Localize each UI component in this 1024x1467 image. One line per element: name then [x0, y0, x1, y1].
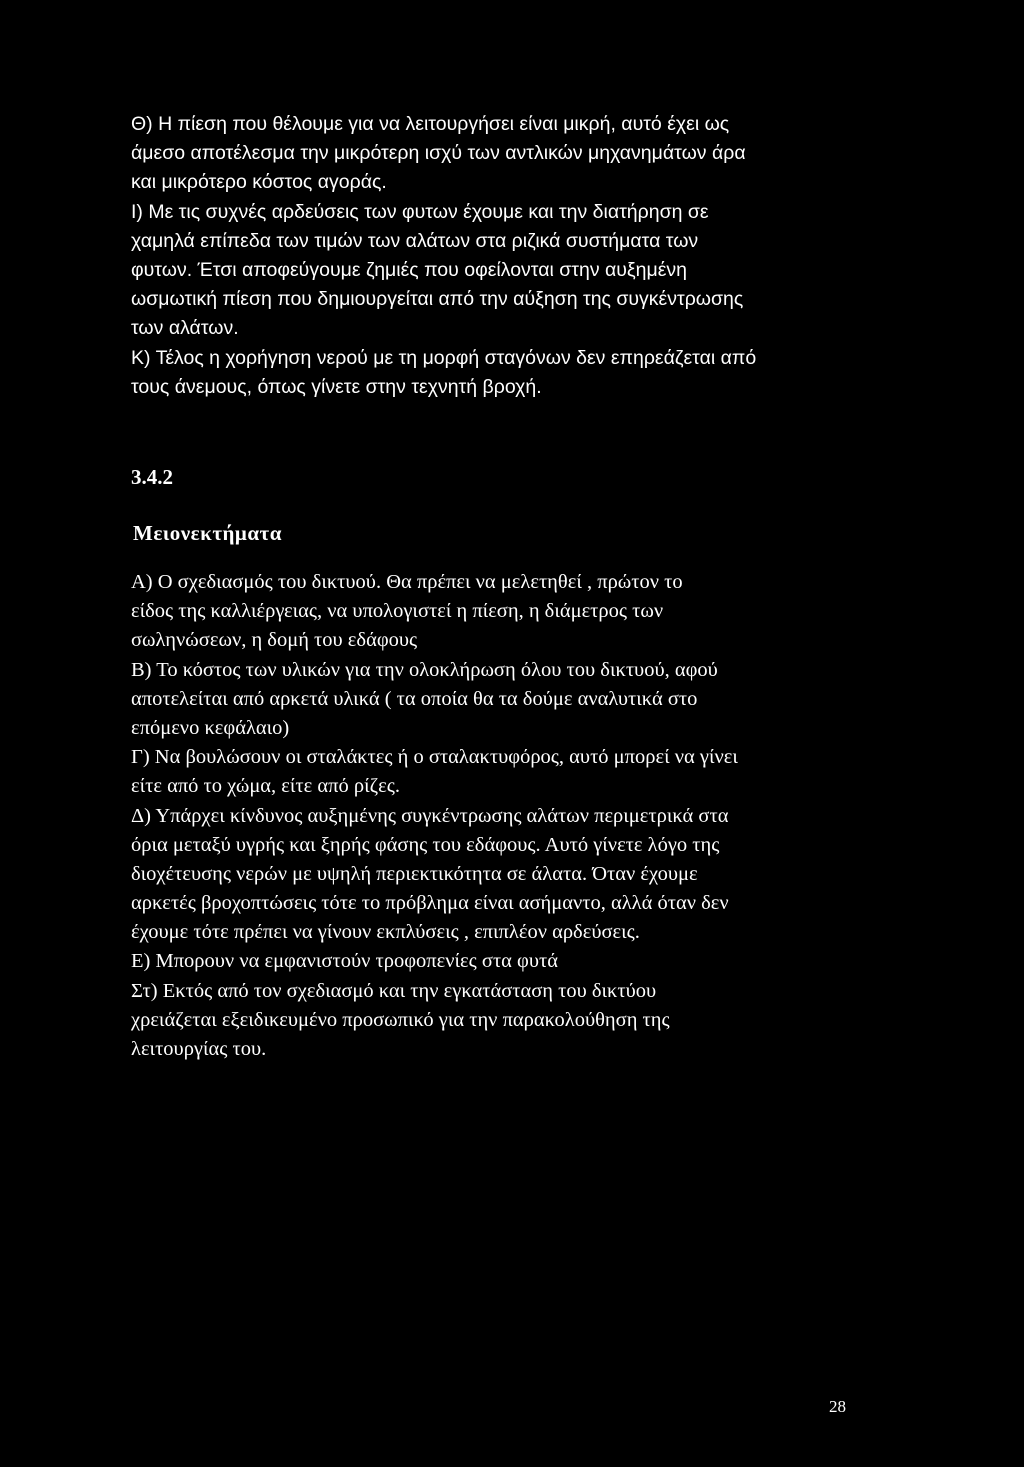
text-line: Δ) Υπάρχει κίνδυνος αυξημένης συγκέντρωσης αλάτων περιμετρικά στα: [131, 804, 729, 827]
text-line: Α) Ο σχεδιασμός του δικτυού. Θα πρέπει να μελετηθεί , πρώτον το: [131, 571, 683, 593]
text-line: Θ) Η πίεση που θέλουμε για να λειτουργήσει είναι μικρή, αυτό έχει ως: [131, 113, 730, 135]
text-line: των αλάτων.: [131, 317, 239, 340]
advantages-continued-text: [131, 110, 891, 402]
text-line: Γ) Να βουλώσουν οι σταλάκτες ή ο σταλακτυφόρος, αυτό μπορεί να γίνει: [131, 746, 738, 769]
page-number: 28: [829, 1397, 846, 1416]
section-number: 3.4.2: [131, 465, 173, 489]
text-line: Στ) Εκτός από τον σχεδιασμό και την εγκατάσταση του δικτύου: [131, 979, 657, 1002]
text-line: φυτων. Έτσι αποφεύγουμε ζημιές που οφείλονται στην αυξημένη: [131, 258, 688, 281]
text-line: είτε από το χώμα, είτε από ρίζες.: [131, 775, 400, 798]
text-line: και μικρότερο κόστος αγοράς.: [131, 171, 387, 194]
text-line: είδος της καλλιέργειας, να υπολογιστεί η πίεση, η διάμετρος των: [131, 600, 664, 623]
text-line: τους άνεμους, όπως γίνετε στην τεχνητή βροχή.: [131, 375, 542, 398]
text-line: διοχέτευσης νερών με υψηλή περιεκτικότητα σε άλατα. Όταν έχουμε: [131, 862, 698, 885]
text-line: αποτελείται από αρκετά υλικά ( τα οποία θα τα δούμε αναλυτικά στο: [131, 687, 698, 710]
text-line: λειτουργίας του.: [131, 1038, 267, 1060]
text-line: Ι) Με τις συχνές αρδεύσεις των φυτων έχουμε και την διατήρηση σε: [131, 200, 709, 223]
text-line: Ε) Μπορουν να εμφανιστούν τροφοπενίες στα φυτά: [131, 950, 559, 973]
text-line: αρκετές βροχοπτώσεις τότε το πρόβλημα είναι ασήμαντο, αλλά όταν δεν: [131, 892, 729, 915]
text-line: έχουμε τότε πρέπει να γίνουν εκπλύσεις , επιπλέον αρδεύσεις.: [131, 921, 640, 944]
text-line: Β) Το κόστος των υλικών για την ολοκλήρωση όλου του δικτυού, αφού: [131, 658, 718, 681]
text-line: σωληνώσεων, η δομή του εδάφους: [131, 629, 418, 652]
text-line: άμεσο αποτέλεσμα την μικρότερη ισχύ των αντλικών μηχανημάτων άρα: [131, 142, 746, 165]
text-line: χρειάζεται εξειδικευμένο προσωπικό για την παρακολούθηση της: [131, 1008, 670, 1031]
text-line: χαμηλά επίπεδα των τιμών των αλάτων στα ριζικά συστήματα των: [131, 229, 699, 252]
section-title: Μειονεκτήματα: [133, 521, 282, 545]
text-line: όρια μεταξύ υγρής και ξηρής φάσης του εδάφους. Αυτό γίνετε λόγο της: [131, 833, 720, 856]
text-line: ωσμωτική πίεση που δημιουργείται από την αύξηση της συγκέντρωσης: [131, 288, 744, 311]
disadvantages-text: [131, 568, 891, 1064]
text-line: Κ) Τέλος η χορήγηση νερού με τη μορφή σταγόνων δεν επηρεάζεται από: [131, 346, 757, 369]
text-line: επόμενο κεφάλαιο): [131, 716, 290, 739]
